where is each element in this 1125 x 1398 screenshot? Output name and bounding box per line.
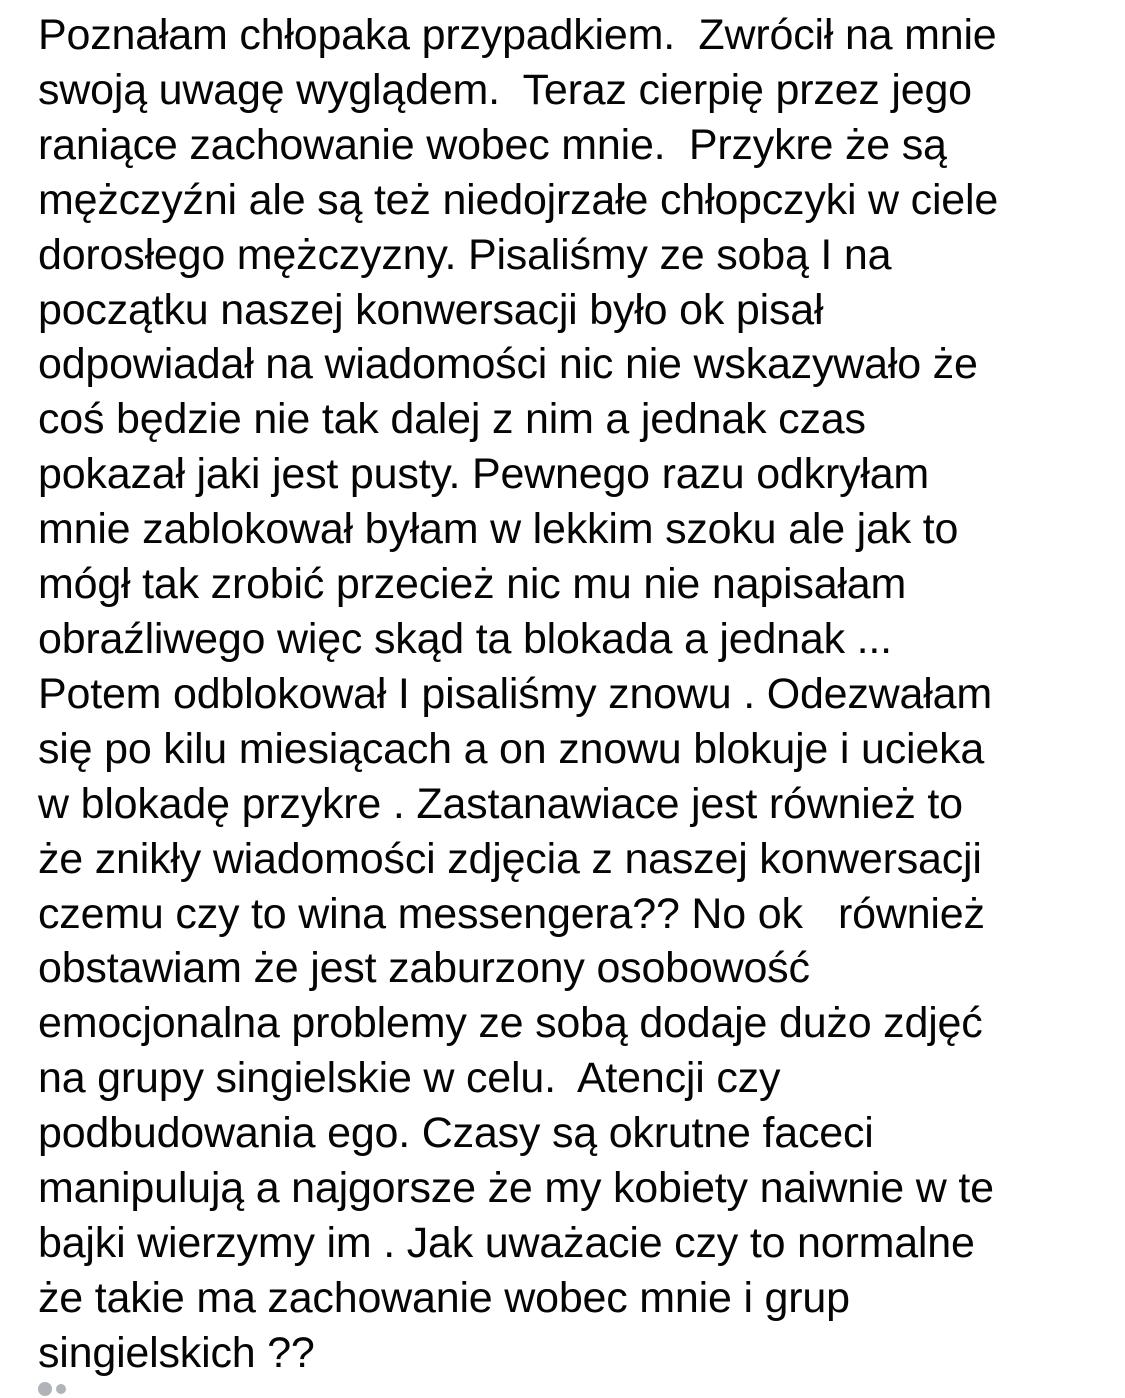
post-text-line: Potem odblokował I pisaliśmy znowu . Odezwałam <box>38 669 992 718</box>
post-text-line: na grupy singielskie w celu. Atencji czy <box>38 1054 781 1103</box>
post-text-line: coś będzie nie tak dalej z nim a jednak czas <box>38 395 866 444</box>
post-text-line: dorosłego mężczyzny. Pisaliśmy ze sobą I na <box>38 230 892 279</box>
post-footer-cutoff <box>38 1378 98 1398</box>
post-text-line: emocjonalna problemy ze sobą dodaje dużo zdjęć <box>38 999 983 1048</box>
post-text-line: singielskich ?? <box>38 1328 315 1377</box>
post-text-line: mężczyźni ale są też niedojrzałe chłopczyki w ciele <box>38 175 999 224</box>
post-text-line: w blokadę przykre . Zastanawiace jest również to <box>38 779 963 828</box>
post-text-line: się po kilu miesiącach a on znowu blokuje i ucieka <box>38 724 985 773</box>
post-text-line: czemu czy to wina messengera?? No ok również <box>38 889 985 938</box>
post-text-line: obstawiam że jest zaburzony osobowość <box>38 944 810 993</box>
reaction-icon-fragment <box>56 1384 66 1394</box>
post-text-line: manipulują a najgorsze że my kobiety naiwnie w te <box>38 1164 994 1213</box>
post-text-line: że takie ma zachowanie wobec mnie i grup <box>38 1273 850 1322</box>
post-text-line: mógł tak zrobić przecież nic mu nie napisałam <box>38 560 907 609</box>
post-text-line: raniące zachowanie wobec mnie. Przykre że są <box>38 120 947 169</box>
post-text-line: Poznałam chłopaka przypadkiem. Zwrócił na mnie <box>38 11 997 59</box>
post-text-line: początku naszej konwersacji było ok pisał <box>38 285 824 334</box>
post-text-line: obraźliwego więc skąd ta blokada a jednak ... <box>38 614 892 663</box>
post-text-line: pokazał jaki jest pusty. Pewnego razu odkryłam <box>38 450 930 499</box>
post-body <box>38 8 1118 1381</box>
post-text-line: podbudowania ego. Czasy są okrutne faceci <box>38 1109 874 1158</box>
post-text-line: bajki wierzymy im . Jak uważacie czy to normalne <box>38 1218 975 1267</box>
post-text-line: swoją uwagę wyglądem. Teraz cierpię przez jego <box>38 65 972 114</box>
post-text-line: mnie zablokował byłam w lekkim szoku ale jak to <box>38 505 959 554</box>
post-text-line: odpowiadał na wiadomości nic nie wskazywało że <box>38 340 978 389</box>
post-text-line: że znikły wiadomości zdjęcia z naszej konwersacji <box>38 834 982 883</box>
